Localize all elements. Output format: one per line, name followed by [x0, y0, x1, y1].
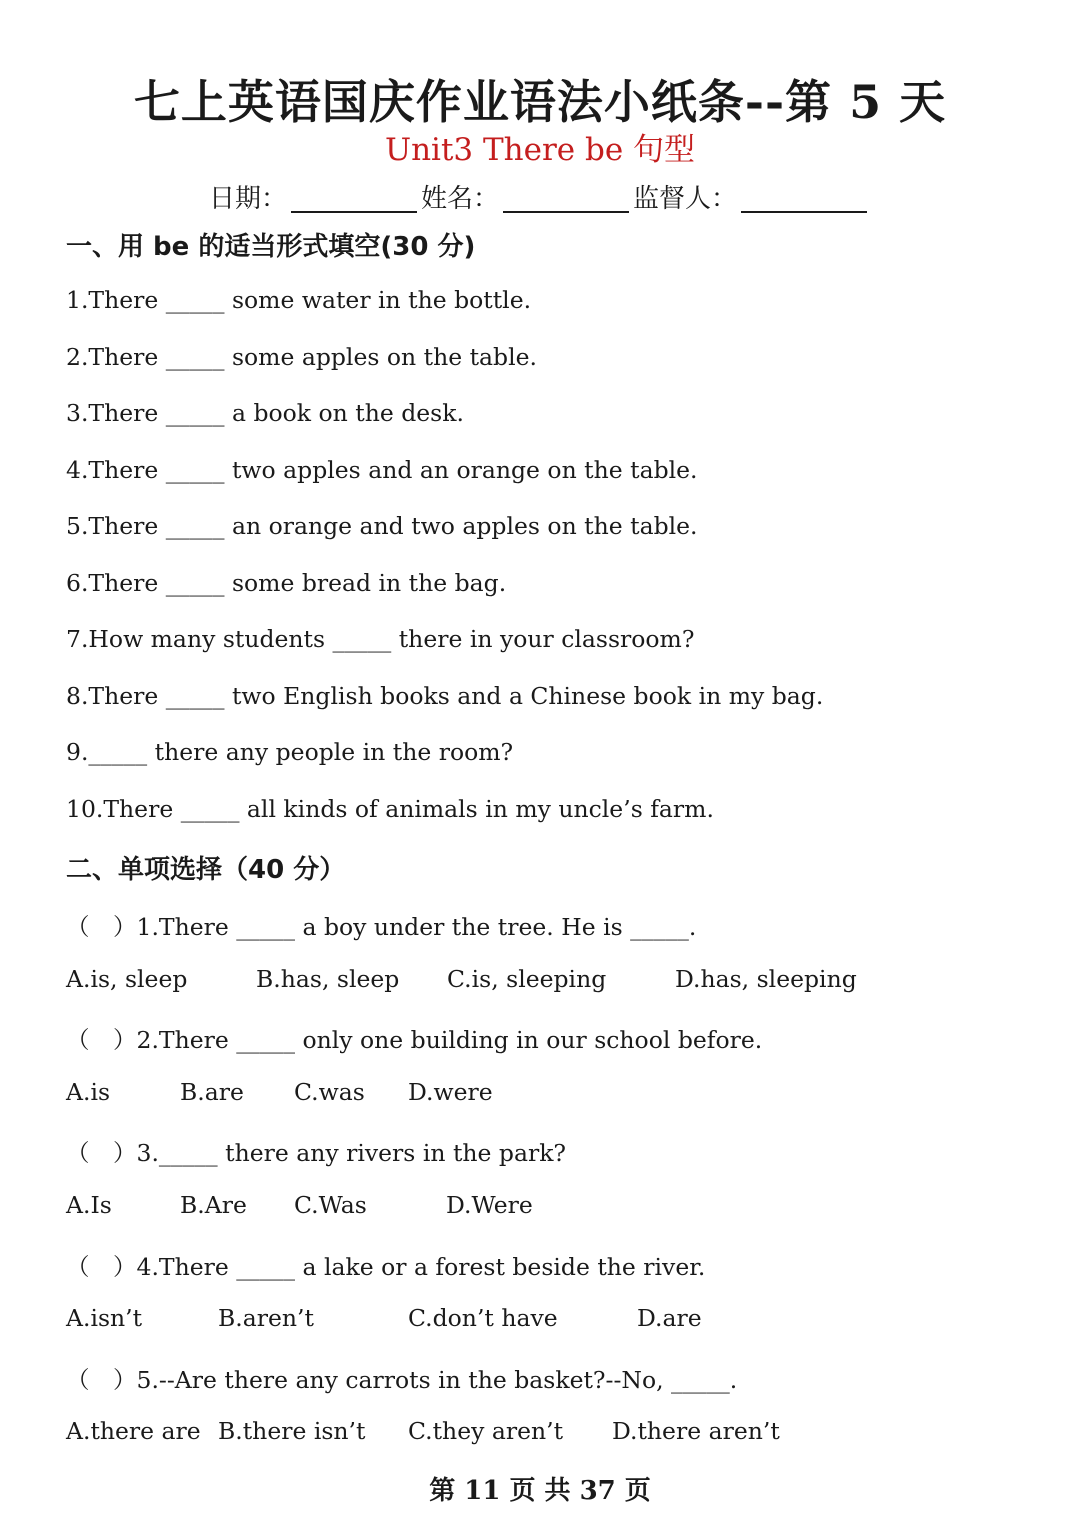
q5-option-d: D.there aren’t	[612, 1417, 780, 1445]
q3-option-b: B.Are	[180, 1191, 247, 1219]
choice-question-4: （ ）4.There _____ a lake or a forest beside the river.	[66, 1253, 706, 1281]
choice-question-3: （ ）3._____ there any rivers in the park?	[66, 1139, 567, 1167]
q5-option-a: A.there are	[66, 1417, 201, 1445]
fill-item-3: 3.There _____ a book on the desk.	[66, 399, 464, 427]
section1-heading: 一、用 be 的适当形式填空(30 分)	[66, 232, 476, 262]
q1-option-a: A.is, sleep	[66, 965, 188, 993]
q2-option-a: A.is	[66, 1078, 111, 1106]
page-footer: 第 11 页 共 37 页	[429, 1476, 651, 1506]
q3-option-d: D.Were	[446, 1191, 533, 1219]
q4-option-d: D.are	[637, 1304, 702, 1332]
name-blank[interactable]	[503, 183, 629, 213]
q3-option-a: A.Is	[66, 1191, 112, 1219]
fill-item-7: 7.How many students _____ there in your classroom?	[66, 625, 695, 653]
q4-option-a: A.isn’t	[66, 1304, 143, 1332]
q1-option-b: B.has, sleep	[256, 965, 400, 993]
fill-item-4: 4.There _____ two apples and an orange on the table.	[66, 456, 698, 484]
q3-option-c: C.Was	[294, 1191, 367, 1219]
fill-item-9: 9._____ there any people in the room?	[66, 738, 514, 766]
page-subtitle: Unit3 There be 句型	[384, 132, 696, 168]
choice-question-1: （ ）1.There _____ a boy under the tree. He is _____.	[66, 913, 697, 941]
q2-option-c: C.was	[294, 1078, 365, 1106]
q5-option-c: C.they aren’t	[408, 1417, 564, 1445]
fill-item-6: 6.There _____ some bread in the bag.	[66, 569, 507, 597]
section2-heading: 二、单项选择（40 分）	[66, 855, 346, 885]
name-label: 姓名：	[420, 184, 499, 214]
q1-option-d: D.has, sleeping	[675, 965, 857, 993]
q4-option-c: C.don’t have	[408, 1304, 558, 1332]
info-line	[0, 178, 1080, 215]
q2-option-b: B.are	[180, 1078, 244, 1106]
choice-question-5: （ ）5.--Are there any carrots in the basket?--No, _____.	[66, 1366, 738, 1394]
fill-item-10: 10.There _____ all kinds of animals in my uncle’s farm.	[66, 795, 714, 823]
date-label: 日期：	[208, 184, 287, 214]
q1-option-c: C.is, sleeping	[447, 965, 607, 993]
supervisor-label: 监督人：	[633, 184, 738, 214]
choice-question-2: （ ）2.There _____ only one building in our school before.	[66, 1026, 763, 1054]
date-blank[interactable]	[291, 183, 417, 213]
q4-option-b: B.aren’t	[218, 1304, 314, 1332]
fill-item-2: 2.There _____ some apples on the table.	[66, 343, 537, 371]
q5-option-b: B.there isn’t	[218, 1417, 366, 1445]
fill-item-8: 8.There _____ two English books and a Chinese book in my bag.	[66, 682, 824, 710]
q2-option-d: D.were	[408, 1078, 493, 1106]
fill-item-1: 1.There _____ some water in the bottle.	[66, 286, 532, 314]
fill-item-5: 5.There _____ an orange and two apples on the table.	[66, 512, 698, 540]
supervisor-blank[interactable]	[741, 183, 867, 213]
page-title: 七上英语国庆作业语法小纸条--第 5 天	[133, 75, 947, 129]
